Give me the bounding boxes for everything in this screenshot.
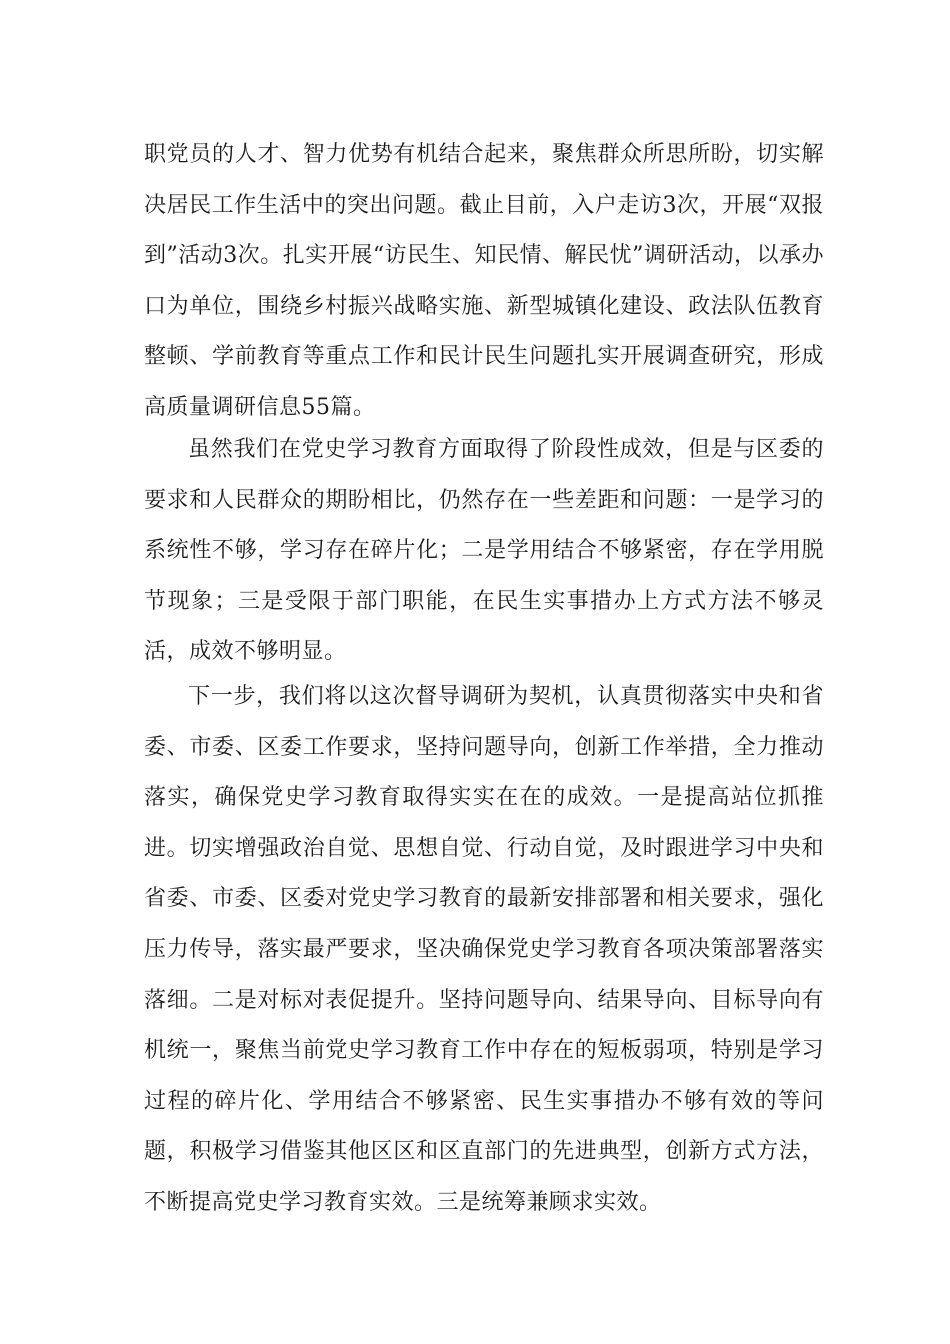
paragraph-continuation: 职党员的人才、智力优势有机结合起来，聚焦群众所思所盼，切实解决居民工作生活中的突出问题。截止目前，入户走访3次，开展“双报到”活动3次。扎实开展“访民生、知民情、解民忧”调研活动，以承办口为单位，围绕乡村振兴战略实施、新型城镇化建设、政法队伍教育整顿、学前教育等重点工作和民计民生问题扎实开展调查研究，形成高质量调研信息55篇。 xyxy=(144,142,824,420)
paragraph-problems: 虽然我们在党史学习教育方面取得了阶段性成效，但是与区委的要求和人民群众的期盼相比，仍然存在一些差距和问题：一是学习的系统性不够，学习存在碎片化；二是学用结合不够紧密，存在学用脱节现象；三是受限于部门职能，在民生实事措办上方式方法不够灵活，成效不够明显。 xyxy=(144,437,824,665)
paragraph-next-steps: 下一步，我们将以这次督导调研为契机，认真贯彻落实中央和省委、市委、区委工作要求，坚持问题导向，创新工作举措，全力推动落实，确保党史学习教育取得实实在在的成效。一是提高站位抓推进。切实增强政治自觉、思想自觉、行动自觉，及时跟进学习中央和省委、市委、区委对党史学习教育的最新安排部署和相关要求，强化压力传导，落实最严要求，坚决确保党史学习教育各项决策部署落实落细。二是对标对表促提升。坚持问题导向、结果导向、目标导向有机统一，聚焦当前党史学习教育工作中存在的短板弱项，特别是学习过程的碎片化、学用结合不够紧密、民生实事措办不够有效的等问题，积极学习借鉴其他区区和区直部门的先进典型，创新方式方法，不断提高党史学习教育实效。三是统筹兼顾求实效。 xyxy=(144,684,824,1215)
